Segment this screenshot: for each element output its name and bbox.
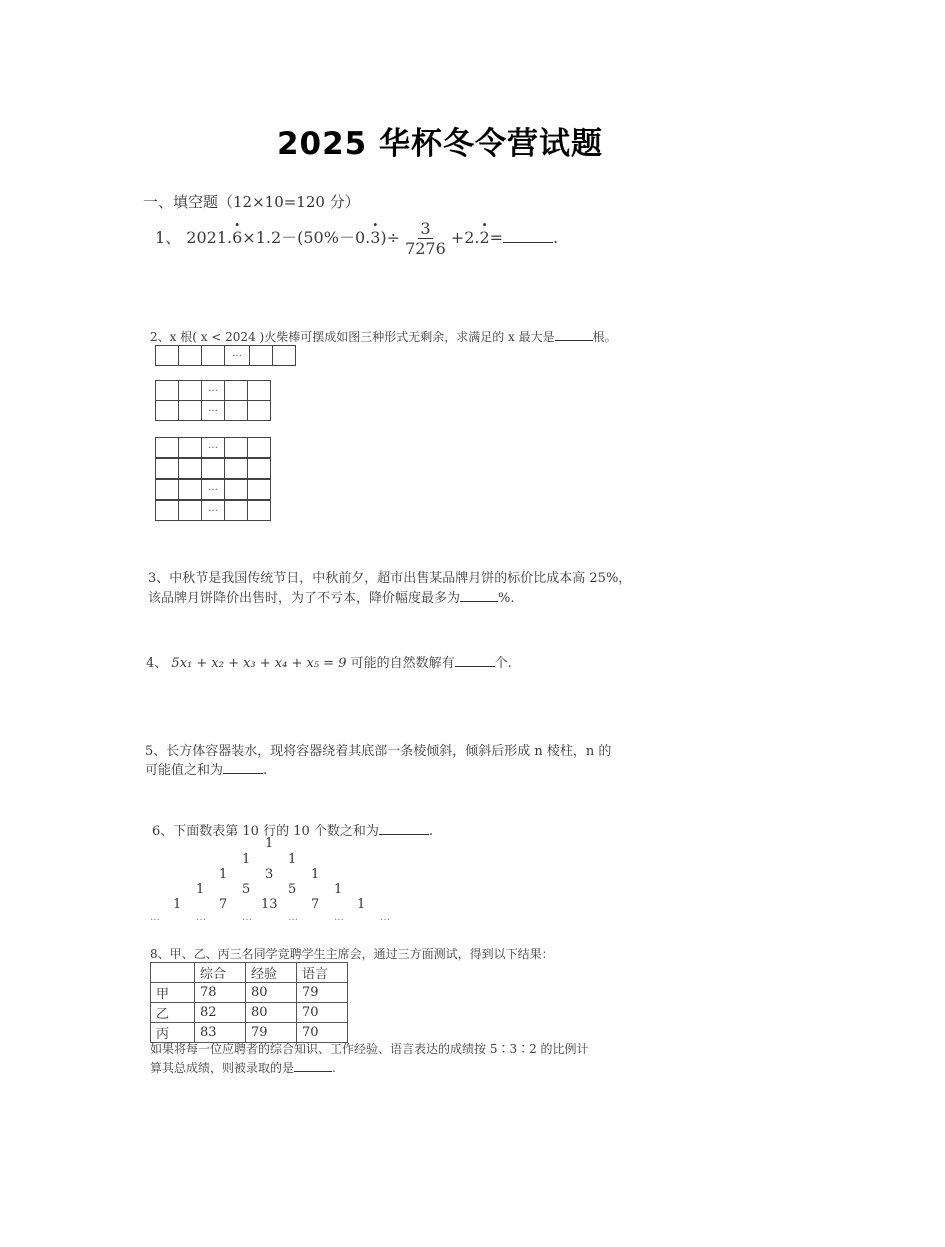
answer-blank[interactable] (555, 328, 593, 341)
q1-repeating-digit: · 2 (479, 228, 489, 247)
triangle-number: 1 (288, 852, 297, 867)
grid-cell (155, 458, 179, 479)
grid-cell (224, 458, 248, 479)
question-1 (155, 219, 558, 258)
grid-cell (247, 479, 271, 500)
grid-cell-ellipsis: … (201, 500, 225, 521)
grid-cell (201, 345, 225, 366)
q1-repeating-digit: · 6 (232, 228, 242, 247)
grid-cell (155, 437, 179, 458)
fraction-denominator: 7276 (405, 239, 446, 258)
grid-cell (247, 437, 271, 458)
q1-term-b: ×1.2－(50%－0. (242, 228, 371, 247)
triangle-number: 7 (219, 897, 228, 912)
answer-blank[interactable] (460, 589, 498, 602)
q4-equation: 5x₁ + x₂ + x₃ + x₄ + x₅ = 9 (171, 656, 347, 671)
question-4 (146, 652, 512, 671)
question-2 (150, 328, 617, 345)
fraction-numerator: 3 (420, 219, 431, 238)
table-cell: 80 (246, 1003, 297, 1023)
question-6 (152, 820, 433, 839)
question-8: 8、甲、乙、丙三名同学竞聘学生主席会，通过三方面测试，得到以下结果： (150, 947, 554, 961)
triangle-number: 7 (311, 897, 320, 912)
table-row (151, 1003, 348, 1023)
score-table (150, 962, 348, 1043)
answer-blank[interactable] (503, 230, 553, 243)
answer-blank[interactable] (294, 1059, 332, 1072)
q1-equals: = (489, 228, 504, 247)
q4-text-end: 个. (494, 656, 512, 671)
triangle-number: 3 (265, 867, 274, 882)
grid-cell (178, 400, 202, 421)
table-cell: 丙 (151, 1023, 195, 1043)
answer-blank[interactable] (223, 761, 263, 774)
triangle-number: 5 (288, 882, 297, 897)
grid-cell (272, 345, 296, 366)
grid-cell (224, 479, 248, 500)
question-8-footer (150, 1040, 589, 1078)
grid-cell (224, 380, 248, 401)
triangle-ellipsis: … (288, 912, 298, 923)
q1-end: . (553, 228, 559, 247)
table-cell: 79 (297, 983, 348, 1003)
grid-cell (155, 380, 179, 401)
grid-cell-ellipsis: … (201, 380, 225, 401)
grid-cell-ellipsis: … (201, 437, 225, 458)
grid-cell-ellipsis: … (201, 479, 225, 500)
grid-cell (155, 479, 179, 500)
q1-repeating-digit: · 3 (370, 228, 380, 247)
q8-line-1: 如果将每一位应聘者的综合知识、工作经验、语言表达的成绩按 5∶3∶2 的比例计 (150, 1042, 589, 1056)
answer-blank[interactable] (379, 822, 429, 835)
table-cell: 83 (195, 1023, 246, 1043)
table-cell: 80 (246, 983, 297, 1003)
grid-cell (247, 458, 271, 479)
table-cell: 甲 (151, 983, 195, 1003)
q5-line-2: 可能值之和为 (145, 763, 224, 778)
grid-cell (247, 500, 271, 521)
q3-line-2-end: %. (498, 591, 515, 606)
grid-cell (224, 437, 248, 458)
table-header-cell: 语言 (297, 963, 348, 983)
q2-text: 2、x 根( x < 2024 )火柴棒可摆成如图三种形式无剩余，求满足的 x 最大是 (150, 330, 555, 344)
grid-cell (224, 400, 248, 421)
q4-text: 可能的自然数解有 (350, 656, 455, 671)
q8-line-2-end: . (332, 1061, 336, 1075)
grid-cell (178, 500, 202, 521)
q8-line-2: 算其总成绩，则被录取的是 (150, 1061, 295, 1075)
q6-text-end: . (428, 824, 434, 839)
triangle-ellipsis: … (150, 912, 160, 923)
match-figure-1 (156, 346, 296, 366)
triangle-number: 1 (173, 897, 182, 912)
triangle-number: 1 (334, 882, 343, 897)
table-cell: 70 (297, 1023, 348, 1043)
table-header-cell: 综合 (195, 963, 246, 983)
section-heading: 一、填空题（12×10=120 分） (143, 193, 360, 211)
q6-text: 6、下面数表第 10 行的 10 个数之和为 (152, 824, 379, 839)
q3-line-2: 该品牌月饼降价出售时，为了不亏本，降价幅度最多为 (148, 591, 461, 606)
question-number: 1、 (155, 228, 182, 247)
question-3 (148, 569, 631, 609)
grid-cell (178, 437, 202, 458)
table-cell: 78 (195, 983, 246, 1003)
grid-cell (247, 380, 271, 401)
table-cell: 79 (246, 1023, 297, 1043)
triangle-number: 1 (265, 836, 274, 851)
table-header-cell: 经验 (246, 963, 297, 983)
q5-line-2-end: . (263, 763, 268, 778)
triangle-number: 13 (261, 897, 278, 912)
grid-cell (178, 345, 202, 366)
q3-line-1: 3、中秋节是我国传统节日，中秋前夕，超市出售某品牌月饼的标价比成本高 25%， (148, 571, 632, 586)
table-header-cell (151, 963, 195, 983)
question-number: 4、 (146, 656, 168, 671)
q1-term-c: )÷ (380, 228, 401, 247)
table-cell: 70 (297, 1003, 348, 1023)
table-cell: 乙 (151, 1003, 195, 1023)
grid-cell (155, 345, 179, 366)
triangle-number: 5 (242, 882, 251, 897)
q2-text-end: 根。 (592, 330, 617, 344)
triangle-ellipsis: … (242, 912, 252, 923)
triangle-number: 1 (242, 852, 251, 867)
triangle-number: 1 (196, 882, 205, 897)
grid-cell-ellipsis: … (224, 345, 250, 366)
q1-term-a: 2021. (186, 228, 233, 247)
table-header-row (151, 963, 348, 983)
grid-cell-ellipsis: … (201, 400, 225, 421)
grid-cell (249, 345, 273, 366)
triangle-ellipsis: … (334, 912, 344, 923)
q5-line-1: 5、长方体容器装水，现将容器绕着其底部一条棱倾斜，倾斜后形成 n 棱柱，n 的 (145, 744, 612, 759)
table-cell: 82 (195, 1003, 246, 1023)
grid-cell (178, 479, 202, 500)
grid-cell (224, 500, 248, 521)
triangle-number: 1 (311, 867, 320, 882)
grid-cell (247, 400, 271, 421)
grid-cell (178, 380, 202, 401)
triangle-ellipsis: … (196, 912, 206, 923)
answer-blank[interactable] (455, 654, 495, 667)
table-row (151, 983, 348, 1003)
q1-fraction (403, 219, 448, 258)
triangle-number: 1 (357, 897, 366, 912)
q1-term-d: +2. (450, 228, 480, 247)
grid-cell (155, 400, 179, 421)
grid-cell (201, 458, 225, 479)
triangle-ellipsis: … (380, 912, 390, 923)
page-title: 2025 华杯冬令营试题 (276, 126, 604, 162)
question-5 (145, 742, 611, 780)
grid-cell (178, 458, 202, 479)
triangle-number: 1 (219, 867, 228, 882)
grid-cell (155, 500, 179, 521)
